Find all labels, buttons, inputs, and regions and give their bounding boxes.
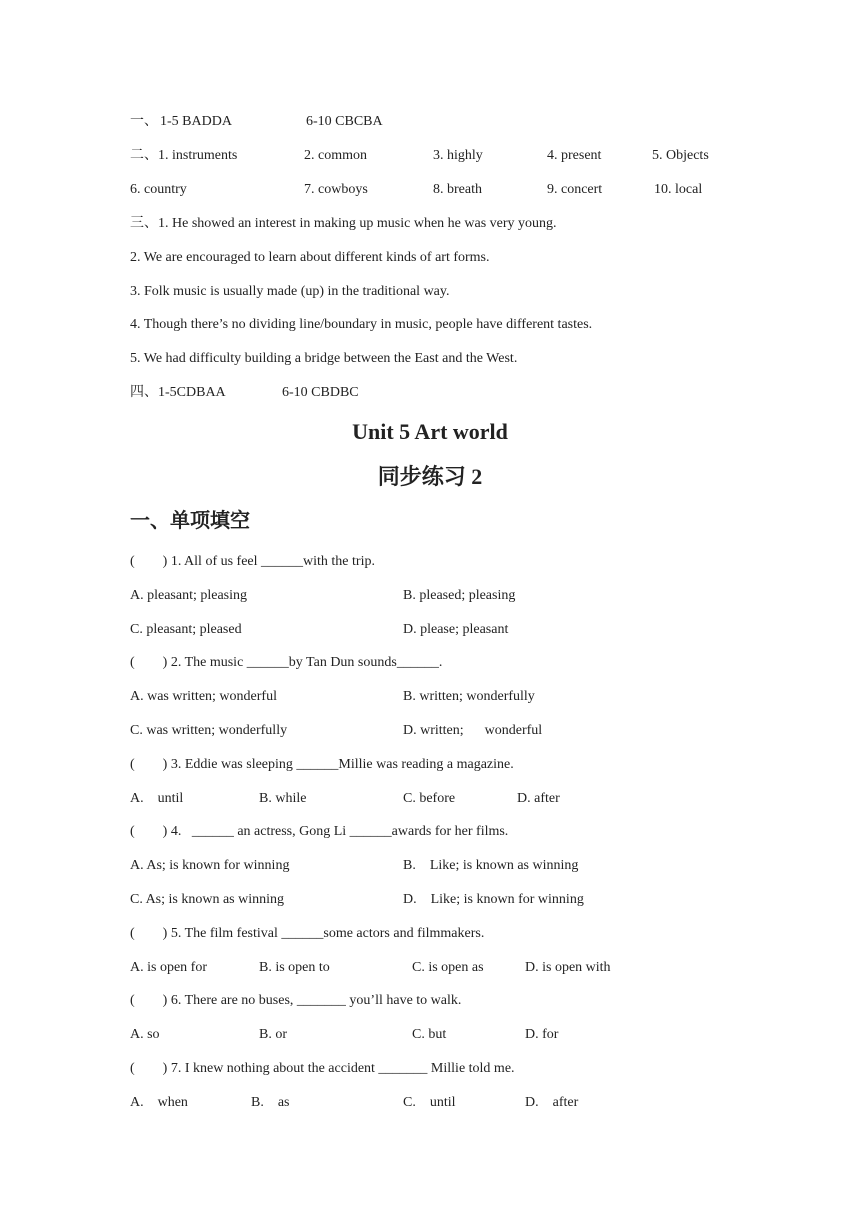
answer-item: 6. country: [130, 182, 187, 197]
exercise-title: 同步练习 2: [377, 464, 483, 489]
option: A. so: [130, 1027, 160, 1042]
answer-item: 10. local: [654, 182, 703, 197]
option: A. when: [130, 1095, 188, 1110]
option: B. pleased; pleasing: [403, 588, 516, 603]
option: D. after: [525, 1095, 579, 1110]
section1-heading: 一、单项填空: [130, 510, 250, 532]
answer-item: 4. present: [547, 148, 602, 163]
answers-part3-item: 3. Folk music is usually made (up) in the traditional way.: [130, 284, 450, 299]
option-row: [130, 1094, 579, 1184]
question-stem: ( ) 3. Eddie was sleeping ______Millie was reading a magazine.: [130, 757, 514, 772]
answers-part3-item: 三、1. He showed an interest in making up music when he was very young.: [130, 216, 557, 231]
option: B. while: [259, 791, 307, 806]
option: C. before: [403, 791, 456, 806]
option: B. or: [259, 1027, 287, 1042]
answers-part1-b: 6-10 CBCBA: [306, 114, 383, 129]
answers-part3-item: 5. We had difficulty building a bridge between the East and the West.: [130, 351, 518, 366]
option: A. is open for: [130, 960, 207, 975]
option: C. is open as: [412, 960, 484, 975]
question-stem: ( ) 2. The music ______by Tan Dun sounds______.: [130, 655, 443, 670]
option: A. was written; wonderful: [130, 689, 277, 704]
option: B. Like; is known as winning: [403, 858, 579, 873]
option: D. please; pleasant: [403, 622, 509, 637]
answer-item: 9. concert: [547, 182, 603, 197]
answer-item: 7. cowboys: [304, 182, 368, 197]
answer-item: 二、1. instruments: [130, 148, 238, 163]
answers-part4-b: 6-10 CBDBC: [282, 385, 359, 400]
option: D. written; wonderful: [403, 723, 543, 738]
option: C. As; is known as winning: [130, 892, 285, 907]
option: D. for: [525, 1027, 559, 1042]
option: B. written; wonderfully: [403, 689, 535, 704]
question-stem: ( ) 1. All of us feel ______with the trip.: [130, 554, 375, 569]
question-stem: ( ) 4. ______ an actress, Gong Li ______awards for her films.: [130, 824, 509, 839]
option: B. is open to: [259, 960, 330, 975]
answers-part3-item: 2. We are encouraged to learn about different kinds of art forms.: [130, 250, 490, 265]
question-stem: ( ) 7. I knew nothing about the accident _______ Millie told me.: [130, 1061, 515, 1076]
option: C. but: [412, 1027, 447, 1042]
answer-item: 5. Objects: [652, 148, 709, 163]
option: A. until: [130, 791, 184, 806]
option: A. As; is known for winning: [130, 858, 290, 873]
unit-title: Unit 5 Art world: [352, 419, 508, 444]
answers-part4-a: 四、1-5CDBAA: [130, 385, 226, 400]
answers-part1-label: 一、: [130, 114, 158, 129]
option: C. until: [403, 1095, 456, 1110]
answer-item: 3. highly: [433, 148, 483, 163]
option: C. was written; wonderfully: [130, 723, 288, 738]
answers-part1-a: 1-5 BADDA: [160, 114, 232, 129]
option: D. Like; is known for winning: [403, 892, 584, 907]
answer-item: 8. breath: [433, 182, 482, 197]
answer-item: 2. common: [304, 148, 367, 163]
option: B. as: [251, 1095, 290, 1110]
question-stem: ( ) 5. The film festival ______some actors and filmmakers.: [130, 926, 485, 941]
option: A. pleasant; pleasing: [130, 588, 248, 603]
option: D. is open with: [525, 960, 611, 975]
answers-part3-item: 4. Though there’s no dividing line/boundary in music, people have different tastes.: [130, 317, 593, 332]
question-stem: ( ) 6. There are no buses, _______ you’ll have to walk.: [130, 993, 462, 1008]
option: D. after: [517, 791, 560, 806]
option: C. pleasant; pleased: [130, 622, 242, 637]
